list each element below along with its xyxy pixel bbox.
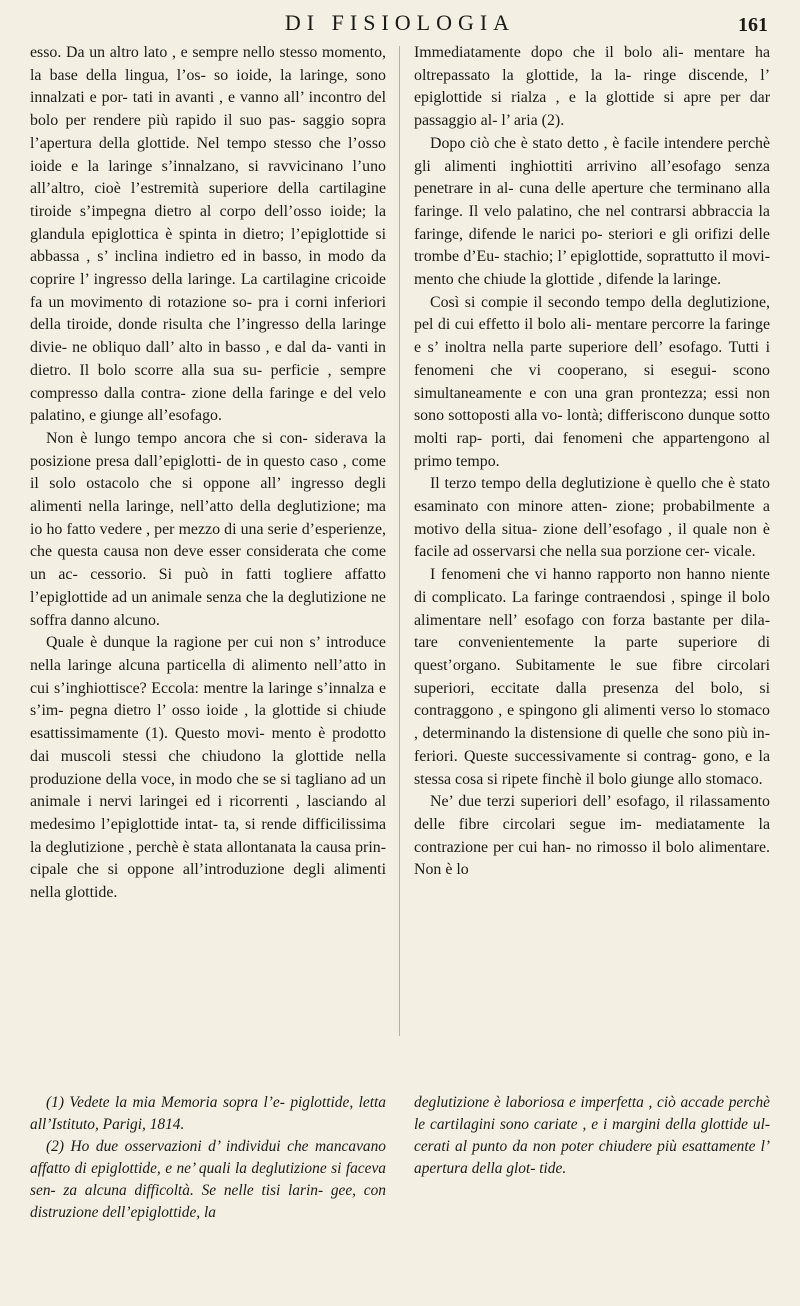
left-column bbox=[30, 42, 386, 1082]
paragraph: Dopo ciò che è stato detto , è facile intendere perchè gli alimenti inghiottiti arrivino all’esofago senza penetrare in al- cuna delle aperture che terminano alla faringe. Il velo palatino, che nel contrarsi abbraccia la faringe, difende le narici po- steriori e gli orifizi delle trombe d’Eu- stachio; l’ epiglottide, soprattutto il movi- mento che chiude la glottide , difende la laringe. bbox=[414, 134, 770, 289]
paragraph: I fenomeni che vi hanno rapporto non hanno niente di complicato. La faringe contraendosi , spinge il bolo alimentare nell’ esofago con forza bastante per dila- tare convenientemente la parte superiore di quest’organo. Subitamente le sue fibre circolari superiori, eccitate dalla presenza del bolo, si contraggono , e spingono gli alimenti verso lo stomaco , determinando la distensione di quelle che sono più in- feriori. Queste successivamente si contrag- gono, e la stessa cosa si ripete finchè il bolo giunge allo stomaco. bbox=[414, 566, 770, 788]
footnotes-left bbox=[30, 1092, 386, 1224]
body-columns bbox=[30, 42, 770, 1082]
paragraph: Non è lungo tempo ancora che si con- siderava la posizione presa dall’epiglotti- de in questo caso , come il solo ostacolo che si oppone all’ ingresso degli alimenti nella laringe, nell’atto della deglutizione; ma io ho fatto vedere , per mezzo di una serie d’esperienze, che questa causa non deve esser considerata che come un ac- cessorio. Si può in fatti togliere affatto l’epiglottide ad un animale senza che la deglutizione ne soffra danno alcuno. bbox=[30, 429, 386, 629]
footnotes-right bbox=[414, 1092, 770, 1224]
footnote-2: (2) Ho due osservazioni d’ individui che mancavano affatto di epiglottide, e ne’ quali la deglutizione si faceva sen- za alcuna difficoltà. Se nelle tisi larin- gee, con distruzione dell’epiglottide, la bbox=[30, 1138, 386, 1221]
paragraph: Quale è dunque la ragione per cui non s’ introduce nella laringe alcuna particella di alimento nell’atto in cui s’inghiottisce? Eccola: mentre la laringe s’innalza e s’im- pegna dietro l’ osso ioide , la glottide si chiude esattissimamente (1). Questo movi- mento è prodotto dai muscoli stessi che chiudono la glottide nella produzione della voce, in modo che se si tagliano ad un animale i nervi laringei ed i ricorrenti , lasciando al medesimo l’epiglottide intat- ta, si rende difficilissima la deglutizione , perchè è stata allontanata la causa prin- cipale che si oppone all’introduzione degli alimenti nella glottide. bbox=[30, 634, 386, 902]
paragraph: Il terzo tempo della deglutizione è quello che è stato esaminato con minore atten- zione; probabilmente a motivo della situa- zione dell’esofago , il quale non è facile ad osservarsi che nella sua porzione cer- vicale. bbox=[414, 475, 770, 561]
column-rule bbox=[399, 46, 400, 1036]
page-number: 161 bbox=[738, 14, 768, 36]
paragraph: Ne’ due terzi superiori dell’ esofago, il rilassamento delle fibre circolari segue im- mediatamente la contrazione per cui han- no rimosso il bolo alimentare. Non è lo bbox=[414, 793, 770, 879]
paragraph: Così si compie il secondo tempo della deglutizione, pel di cui effetto il bolo ali- mentare percorre la faringe e s’ inoltra nella parte superiore dell’ esofago. Tutti i fenomeni che vi cooperano, si esegui- scono simultaneamente e con una gran prontezza; essi non sono sottoposti alla vo- lontà; differiscono dunque sotto molti rap- porti, dai fenomeni che appartengono al primo tempo. bbox=[414, 293, 770, 470]
right-column bbox=[414, 42, 770, 1082]
running-title: DI FISIOLOGIA bbox=[284, 10, 516, 35]
running-head bbox=[30, 6, 770, 42]
footnote-2-continued: deglutizione è laboriosa e imperfetta , ciò accade perchè le cartilagini sono cariate , e i margini della glottide ul- cerati al punto da non poter chiudere più esattamente l’ apertura della glot- tide. bbox=[414, 1094, 770, 1177]
paragraph: Immediatamente dopo che il bolo ali- mentare ha oltrepassato la glottide, la la- ringe discende, l’ epiglottide si rialza , e la glottide si apre per dar passaggio al- l’ aria (2). bbox=[414, 44, 770, 130]
footnotes bbox=[30, 1092, 770, 1224]
footnote-1: (1) Vedete la mia Memoria sopra l’e- piglottide, letta all’Istituto, Parigi, 1814. bbox=[30, 1094, 386, 1133]
paragraph: esso. Da un altro lato , e sempre nello stesso momento, la base della lingua, l’os- so ioide, la laringe, sono innalzati e por- tati in avanti , e vanno all’ incontro del bolo per rendere più rapido il suo pas- saggio sopra l’apertura della glottide. Nel tempo stesso che l’osso ioide e la laringe s’innalzano, si ravvicinano l’uno all’altro, cioè l’estremità superiore della cartilagine tiroide s’impegna dietro al corpo dell’osso ioide; la glandula epiglottica è spinta in dietro; l’epiglottide si abbassa , s’ inclina indietro ed in basso, in modo da coprire l’ ingresso della laringe. La cartilagine cricoide fa un movimento di rotazione so- pra i corni inferiori della tiroide, donde risulta che l’ingresso della laringe divie- ne obliquo dall’ alto in basso , e dal da- vanti in dietro. Il bolo scorre alla sua su- perficie , sempre compresso dalla contra- zione della faringe e del velo palatino, e giunge all’esofago. bbox=[30, 44, 386, 425]
